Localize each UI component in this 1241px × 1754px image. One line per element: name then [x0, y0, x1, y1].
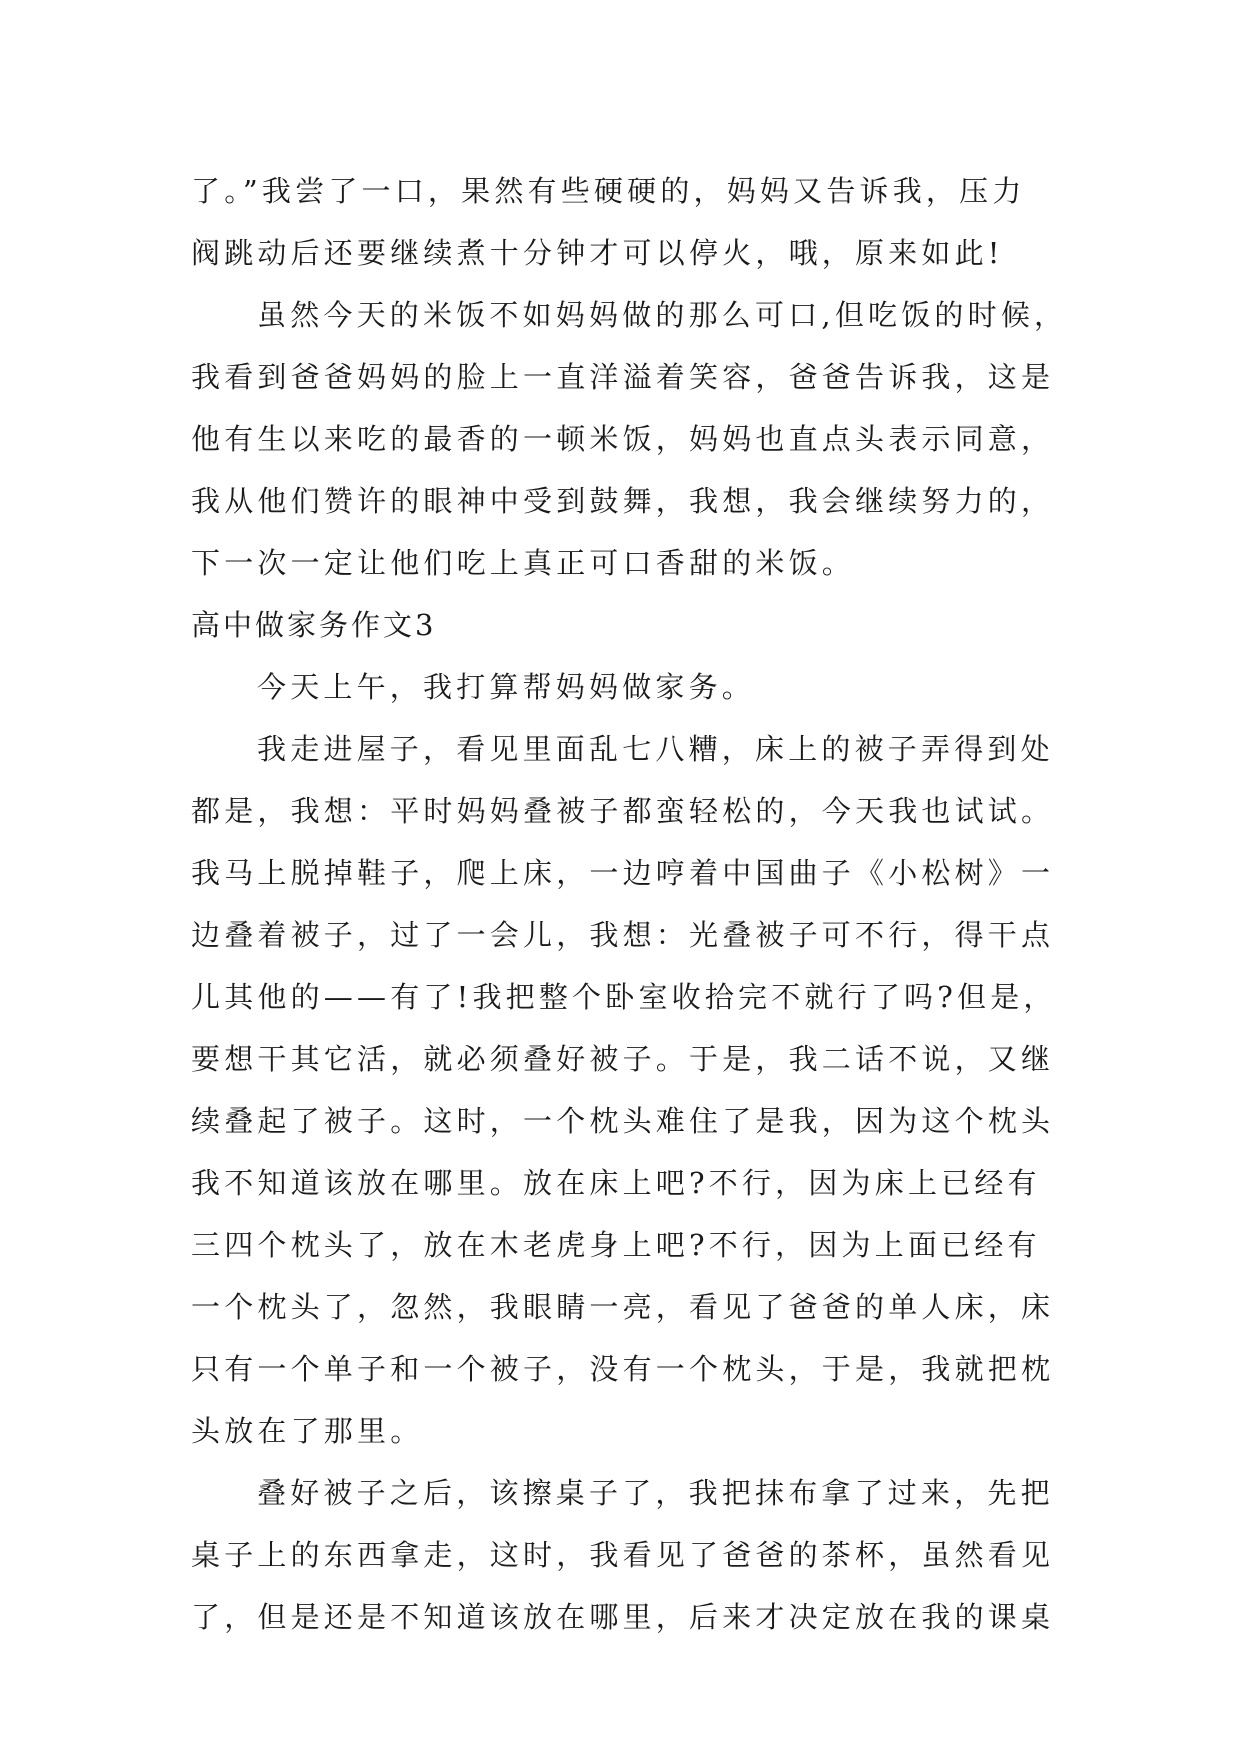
text-line: 他有生以来吃的最香的一顿米饭，妈妈也直点头表示同意， — [191, 422, 1055, 456]
text-line: 要想干其它活，就必须叠好被子。于是，我二话不说，又继 — [191, 1042, 1055, 1076]
text-line: 了。”我尝了一口，果然有些硬硬的，妈妈又告诉我，压力 — [191, 174, 1026, 208]
paragraph-start-line: 我走进屋子，看见里面乱七八糟，床上的被子弄得到处 — [257, 732, 1054, 766]
text-line: 儿其他的——有了!我把整个卧室收拾完不就行了吗?但是， — [191, 980, 1057, 1014]
text-line: 只有一个单子和一个被子，没有一个枕头，于是，我就把枕 — [191, 1352, 1055, 1386]
paragraph-start-line: 今天上午，我打算帮妈妈做家务。 — [257, 670, 756, 704]
paragraph-start-line: 叠好被子之后，该擦桌子了，我把抹布拿了过来，先把 — [257, 1476, 1054, 1510]
section-heading: 高中做家务作文3 — [191, 608, 437, 642]
text-line: 边叠着被子，过了一会儿，我想：光叠被子可不行，得干点 — [191, 918, 1055, 952]
text-line: 一个枕头了，忽然，我眼睛一亮，看见了爸爸的单人床，床 — [191, 1290, 1055, 1324]
text-line: 我不知道该放在哪里。放在床上吧?不行，因为床上已经有 — [191, 1166, 1041, 1200]
text-line: 我马上脱掉鞋子，爬上床，一边哼着中国曲子《小松树》一 — [191, 856, 1055, 890]
text-line: 续叠起了被子。这时，一个枕头难住了是我，因为这个枕头 — [191, 1104, 1055, 1138]
text-line: 我从他们赞许的眼神中受到鼓舞，我想，我会继续努力的， — [191, 484, 1055, 518]
text-line: 头放在了那里。 — [191, 1414, 424, 1448]
paragraph-start-line: 虽然今天的米饭不如妈妈做的那么可口,但吃饭的时候， — [257, 298, 1068, 332]
text-line: 桌子上的东西拿走，这时，我看见了爸爸的茶杯，虽然看见 — [191, 1538, 1055, 1572]
text-line: 三四个枕头了，放在木老虎身上吧?不行，因为上面已经有 — [191, 1228, 1041, 1262]
text-line: 都是，我想：平时妈妈叠被子都蛮轻松的，今天我也试试。 — [191, 794, 1055, 828]
text-line: 下一次一定让他们吃上真正可口香甜的米饭。 — [191, 546, 856, 580]
text-line: 我看到爸爸妈妈的脸上一直洋溢着笑容，爸爸告诉我，这是 — [191, 360, 1055, 394]
essay-body — [191, 160, 1071, 1648]
text-line: 了，但是还是不知道该放在哪里，后来才决定放在我的课桌 — [191, 1600, 1055, 1634]
text-line: 阀跳动后还要继续煮十分钟才可以停火，哦，原来如此! — [191, 236, 1004, 270]
